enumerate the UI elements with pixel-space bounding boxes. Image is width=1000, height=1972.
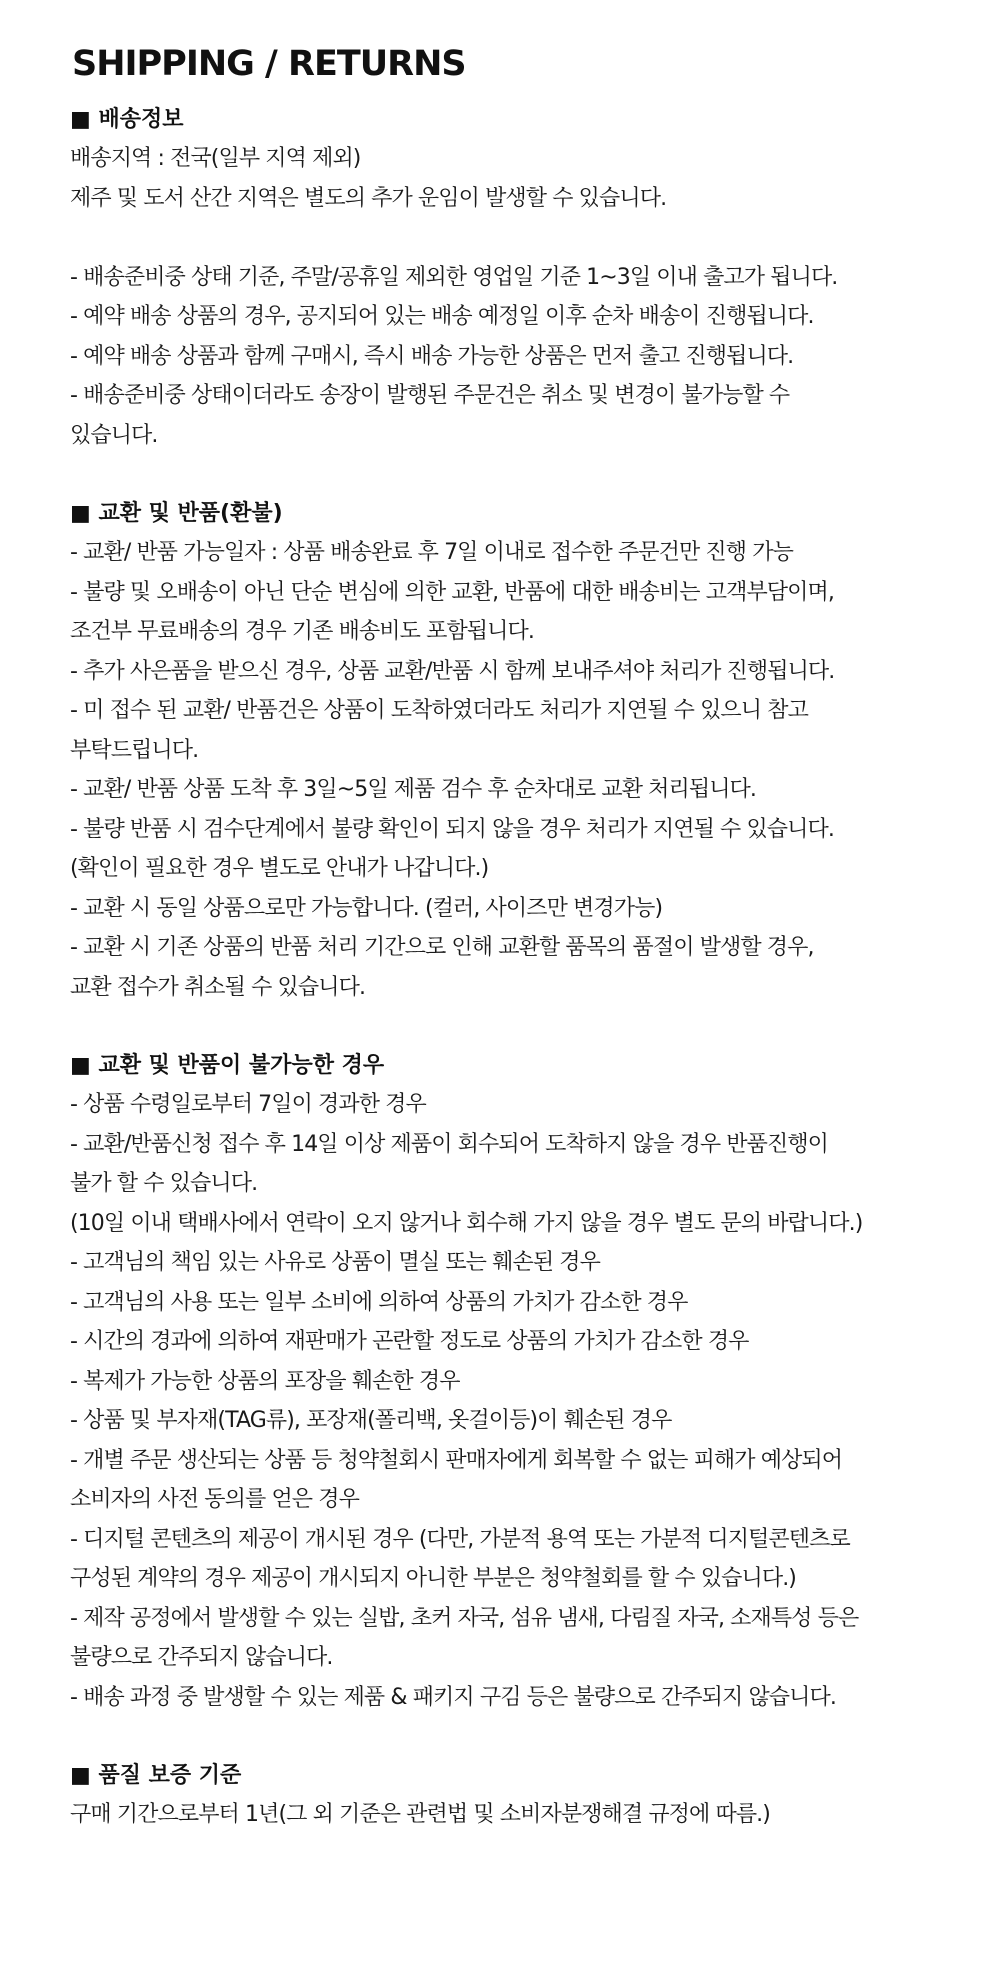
text-line: - 시간의 경과에 의하여 재판매가 곤란할 정도로 상품의 가치가 감소한 경우 [70,1329,749,1354]
text-line: (확인이 필요한 경우 별도로 안내가 나갑니다.) [70,856,489,881]
text-line: 부탁드립니다. [70,737,199,763]
blank-line [70,218,950,258]
text-line: - 고객님의 책임 있는 사유로 상품이 멸실 또는 훼손된 경우 [70,1250,600,1275]
shipping-returns-page [70,40,950,1835]
text-line: - 교환/ 반품 상품 도착 후 3일~5일 제품 검수 후 순차대로 교환 처리됩니다. [70,777,756,802]
text-line: - 복제가 가능한 상품의 포장을 훼손한 경우 [70,1368,460,1394]
text-line: 불량으로 간주되지 않습니다. [70,1645,333,1670]
text-line: - 교환 시 동일 상품으로만 가능합니다. (컬러, 사이즈만 변경가능) [70,895,663,921]
text-line: 조건부 무료배송의 경우 기존 배송비도 포함됩니다. [70,619,534,644]
text-line: - 상품 수령일로부터 7일이 경과한 경우 [70,1092,426,1117]
text-line: - 고객님의 사용 또는 일부 소비에 의하여 상품의 가치가 감소한 경우 [70,1289,688,1315]
text-line: - 배송준비중 상태 기준, 주말/공휴일 제외한 영업일 기준 1~3일 이내 출고가 됩니다. [70,264,838,290]
section-heading: ■ 배송정보 [70,107,184,132]
text-line: - 예약 배송 상품과 함께 구매시, 즉시 배송 가능한 상품은 먼저 출고 진행됩니다. [70,343,794,369]
text-line: - 교환/ 반품 가능일자 : 상품 배송완료 후 7일 이내로 접수한 주문건만 진행 가능 [70,540,793,565]
text-line: - 제작 공정에서 발생할 수 있는 실밥, 초커 자국, 섬유 냄새, 다림질 자국, 소재특성 등은 [70,1605,859,1631]
section-0 [70,100,950,455]
text-line: 교환 접수가 취소될 수 있습니다. [70,974,366,1000]
section-1 [70,494,950,1007]
section-heading: ■ 교환 및 반품이 불가능한 경우 [70,1053,385,1078]
section-heading: ■ 품질 보증 기준 [70,1763,242,1788]
text-line: - 교환 시 기존 상품의 반품 처리 기간으로 인해 교환할 품목의 품절이 발생할 경우, [70,935,814,960]
text-line: 불가 할 수 있습니다. [70,1171,258,1196]
text-line: - 교환/반품신청 접수 후 14일 이상 제품이 회수되어 도착하지 않을 경우 반품진행이 [70,1131,829,1157]
text-line: 있습니다. [70,422,158,448]
text-line: - 디지털 콘텐츠의 제공이 개시된 경우 (다만, 가분적 용역 또는 가분적 디지털콘텐츠로 [70,1526,850,1552]
text-line: - 미 접수 된 교환/ 반품건은 상품이 도착하였더라도 처리가 지연될 수 있으니 참고 [70,698,808,723]
text-line: 소비자의 사전 동의를 얻은 경우 [70,1487,359,1512]
text-line: - 개별 주문 생산되는 상품 등 청약철회시 판매자에게 회복할 수 없는 피해가 예상되어 [70,1447,843,1473]
text-line: - 불량 반품 시 검수단계에서 불량 확인이 되지 않을 경우 처리가 지연될 수 있습니다. [70,816,834,842]
text-line: - 배송준비중 상태이더라도 송장이 발행된 주문건은 취소 및 변경이 불가능할 수 [70,383,790,408]
text-line: - 추가 사은품을 받으신 경우, 상품 교환/반품 시 함께 보내주셔야 처리가 진행됩니다. [70,658,835,684]
text-line: - 배송 과정 중 발생할 수 있는 제품 & 패키지 구김 등은 불량으로 간주되지 않습니다. [70,1684,836,1710]
page-title: SHIPPING / RETURNS [72,44,466,84]
text-line: - 불량 및 오배송이 아닌 단순 변심에 의한 교환, 반품에 대한 배송비는 고객부담이며, [70,579,834,605]
text-line: 구매 기간으로부터 1년(그 외 기준은 관련법 및 소비자분쟁해결 규정에 따름.) [70,1802,770,1827]
sections-container [70,100,950,1835]
text-line: (10일 이내 택배사에서 연락이 오지 않거나 회수해 가지 않을 경우 별도 문의 바랍니다.) [70,1210,863,1236]
section-heading: ■ 교환 및 반품(환불) [70,501,283,526]
text-line: 배송지역 : 전국(일부 지역 제외) [70,146,361,171]
text-line: - 상품 및 부자재(TAG류), 포장재(폴리백, 옷걸이등)이 훼손된 경우 [70,1408,672,1433]
section-2 [70,1046,950,1717]
text-line: - 예약 배송 상품의 경우, 공지되어 있는 배송 예정일 이후 순차 배송이 진행됩니다. [70,304,814,329]
section-3 [70,1756,950,1835]
text-line: 구성된 계약의 경우 제공이 개시되지 아니한 부분은 청약철회를 할 수 있습니다.) [70,1566,796,1591]
text-line: 제주 및 도서 산간 지역은 별도의 추가 운임이 발생할 수 있습니다. [70,185,667,211]
